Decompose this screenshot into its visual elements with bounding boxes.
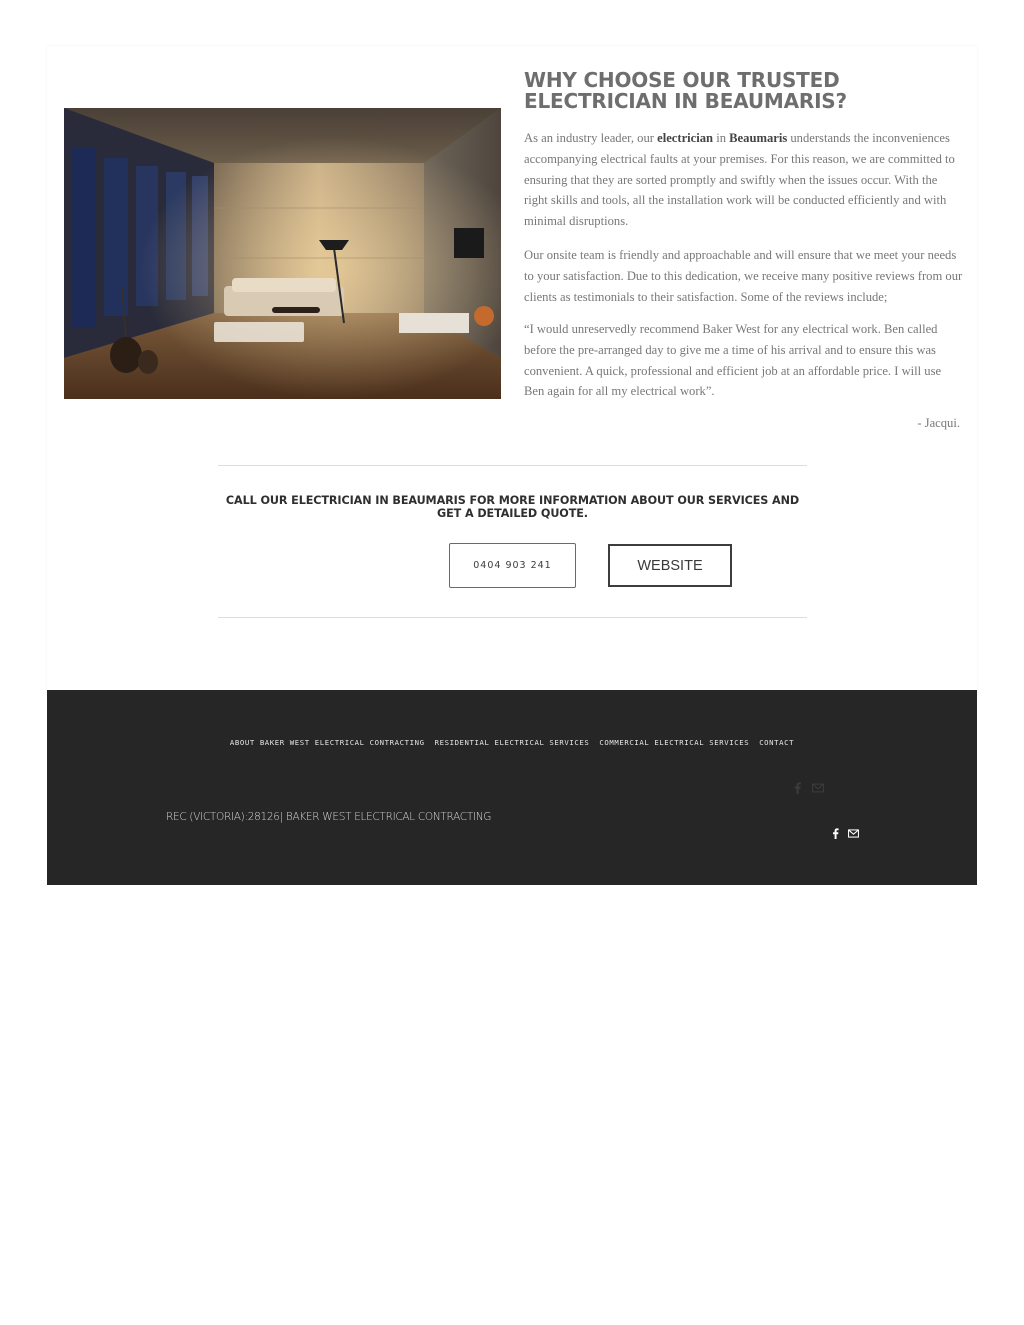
footer-copyright: REC (VICTORIA):28126| BAKER WEST ELECTRICAL CONTRACTING <box>166 811 492 823</box>
phone-button[interactable]: 0404 903 241 <box>449 543 576 588</box>
footer-link-commercial[interactable]: COMMERCIAL ELECTRICAL SERVICES <box>599 738 750 747</box>
divider-bottom <box>218 617 807 618</box>
social-links <box>829 827 859 839</box>
website-button[interactable]: WEBSITE <box>608 544 732 587</box>
mail-icon <box>812 782 824 794</box>
intro-text-part: in <box>713 131 730 145</box>
footer-link-contact[interactable]: CONTACT <box>759 738 795 747</box>
team-paragraph: Our onsite team is friendly and approachable and will ensure that we meet your needs to your satisfaction. Due to this dedication, we receive many positive reviews from our clients as testimonials to their satisfaction. Some of the reviews include; <box>524 248 963 304</box>
intro-paragraph <box>524 128 964 232</box>
divider-top <box>218 465 807 466</box>
testimonial-quote: “I would unreservedly recommend Baker West for any electrical work. Ben called before the pre-arranged day to give me a time of his arrival and to ensure this was convenient. A quick, professional and efficient job at an affordable price. I will use Ben again for all my electrical work”. <box>524 322 942 399</box>
section-heading: WHY CHOOSE OUR TRUSTED ELECTRICIAN IN BEAUMARIS? <box>524 68 847 113</box>
keyword-electrician: electrician <box>657 131 714 145</box>
intro-text-part: understands the inconveniences accompanying electrical faults at your premises. For this reason, we are committed to ensuring that they are sorted promptly and swiftly when the issues occur. With the right skills and tools, all the installation work will be conducted efficiently and with minimal disruptions. <box>524 131 955 229</box>
footer-link-about[interactable]: ABOUT BAKER WEST ELECTRICAL CONTRACTING <box>229 738 425 747</box>
intro-text-part: As an industry leader, our <box>524 131 658 145</box>
testimonial-author: - Jacqui. <box>917 416 960 430</box>
faded-social-icons <box>793 782 824 794</box>
footer-nav <box>47 738 977 747</box>
facebook-icon[interactable] <box>829 827 841 839</box>
footer <box>47 690 977 885</box>
mail-icon[interactable] <box>847 827 859 839</box>
keyword-beaumaris: Beaumaris <box>729 131 788 145</box>
footer-link-residential[interactable]: RESIDENTIAL ELECTRICAL SERVICES <box>434 738 590 747</box>
facebook-icon <box>793 782 802 794</box>
cta-title: CALL OUR ELECTRICIAN IN BEAUMARIS FOR MORE INFORMATION ABOUT OUR SERVICES AND GET A DETAILED QUOTE. <box>225 494 800 520</box>
living-room-photo <box>64 108 501 399</box>
